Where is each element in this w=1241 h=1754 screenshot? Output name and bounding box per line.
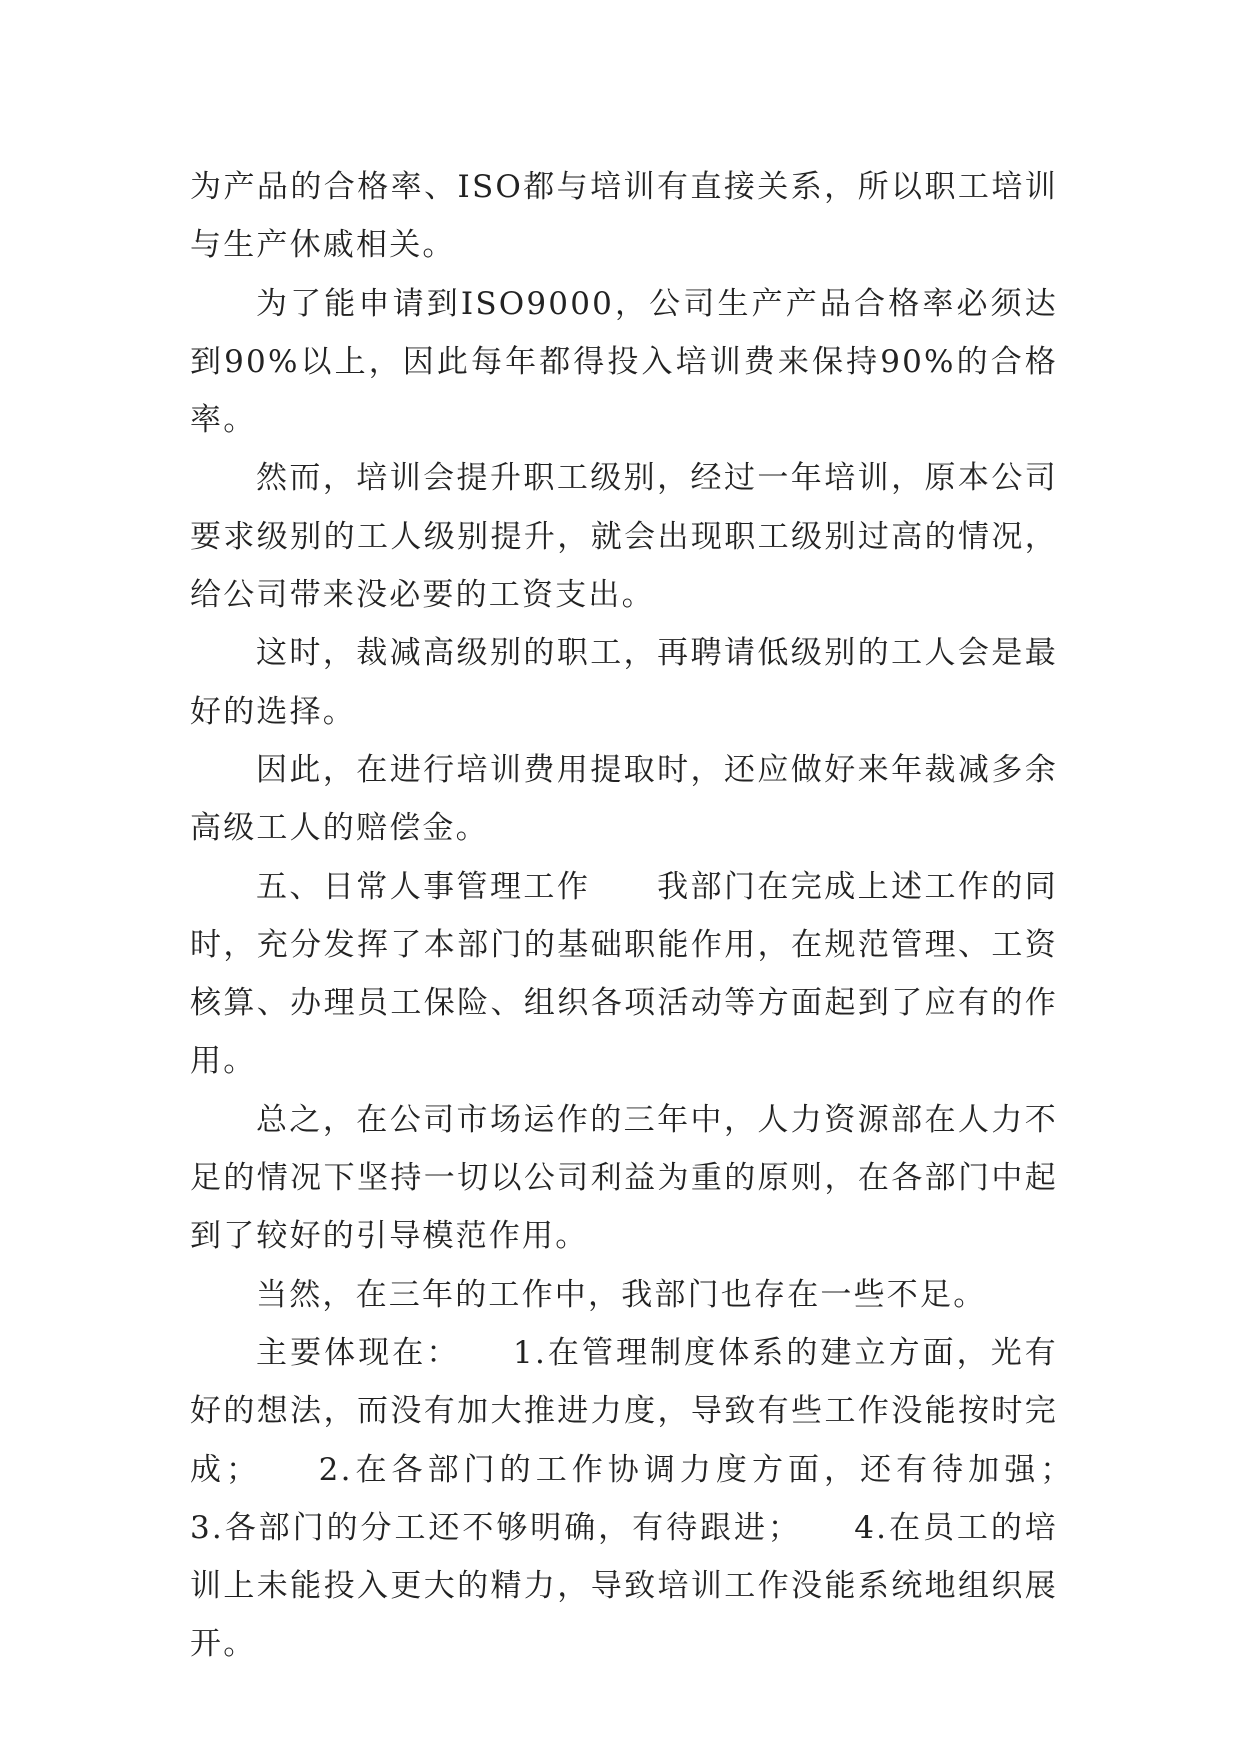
paragraph-2: 为了能申请到ISO9000，公司生产产品合格率必须达到90%以上，因此每年都得投入培训费来保持90%的合格率。 — [190, 285, 1058, 439]
paragraph-3: 然而，培训会提升职工级别，经过一年培训，原本公司要求级别的工人级别提升，就会出现职工级别过高的情况，给公司带来没必要的工资支出。 — [190, 460, 1058, 614]
paragraph-9: 主要体现在： 1.在管理制度体系的建立方面，光有好的想法，而没有加大推进力度，导致有些工作没能按时完成； 2.在各部门的工作协调力度方面，还有待加强； 3.各部门的分工还不够明确，有待跟进； 4.在员工的培训上未能投入更大的精力，导致培训工作没能系统地组织展开。 — [190, 1334, 1125, 1663]
paragraph-8: 当然，在三年的工作中，我部门也存在一些不足。 — [256, 1276, 987, 1313]
paragraph-5: 因此，在进行培训费用提取时，还应做好来年裁减多余高级工人的赔偿金。 — [190, 751, 1058, 847]
paragraph-1: 为产品的合格率、ISO都与培训有直接关系，所以职工培训与生产休戚相关。 — [190, 169, 1058, 264]
paragraph-6: 五、日常人事管理工作 我部门在完成上述工作的同时，充分发挥了本部门的基础职能作用，在规范管理、工资核算、办理员工保险、组织各项活动等方面起到了应有的作用。 — [190, 868, 1058, 1080]
paragraph-7: 总之，在公司市场运作的三年中，人力资源部在人力不足的情况下坚持一切以公司利益为重的原则，在各部门中起到了较好的引导模范作用。 — [190, 1101, 1058, 1255]
paragraph-4: 这时，裁减高级别的职工，再聘请低级别的工人会是最好的选择。 — [190, 635, 1058, 730]
document-body — [190, 158, 1125, 1674]
